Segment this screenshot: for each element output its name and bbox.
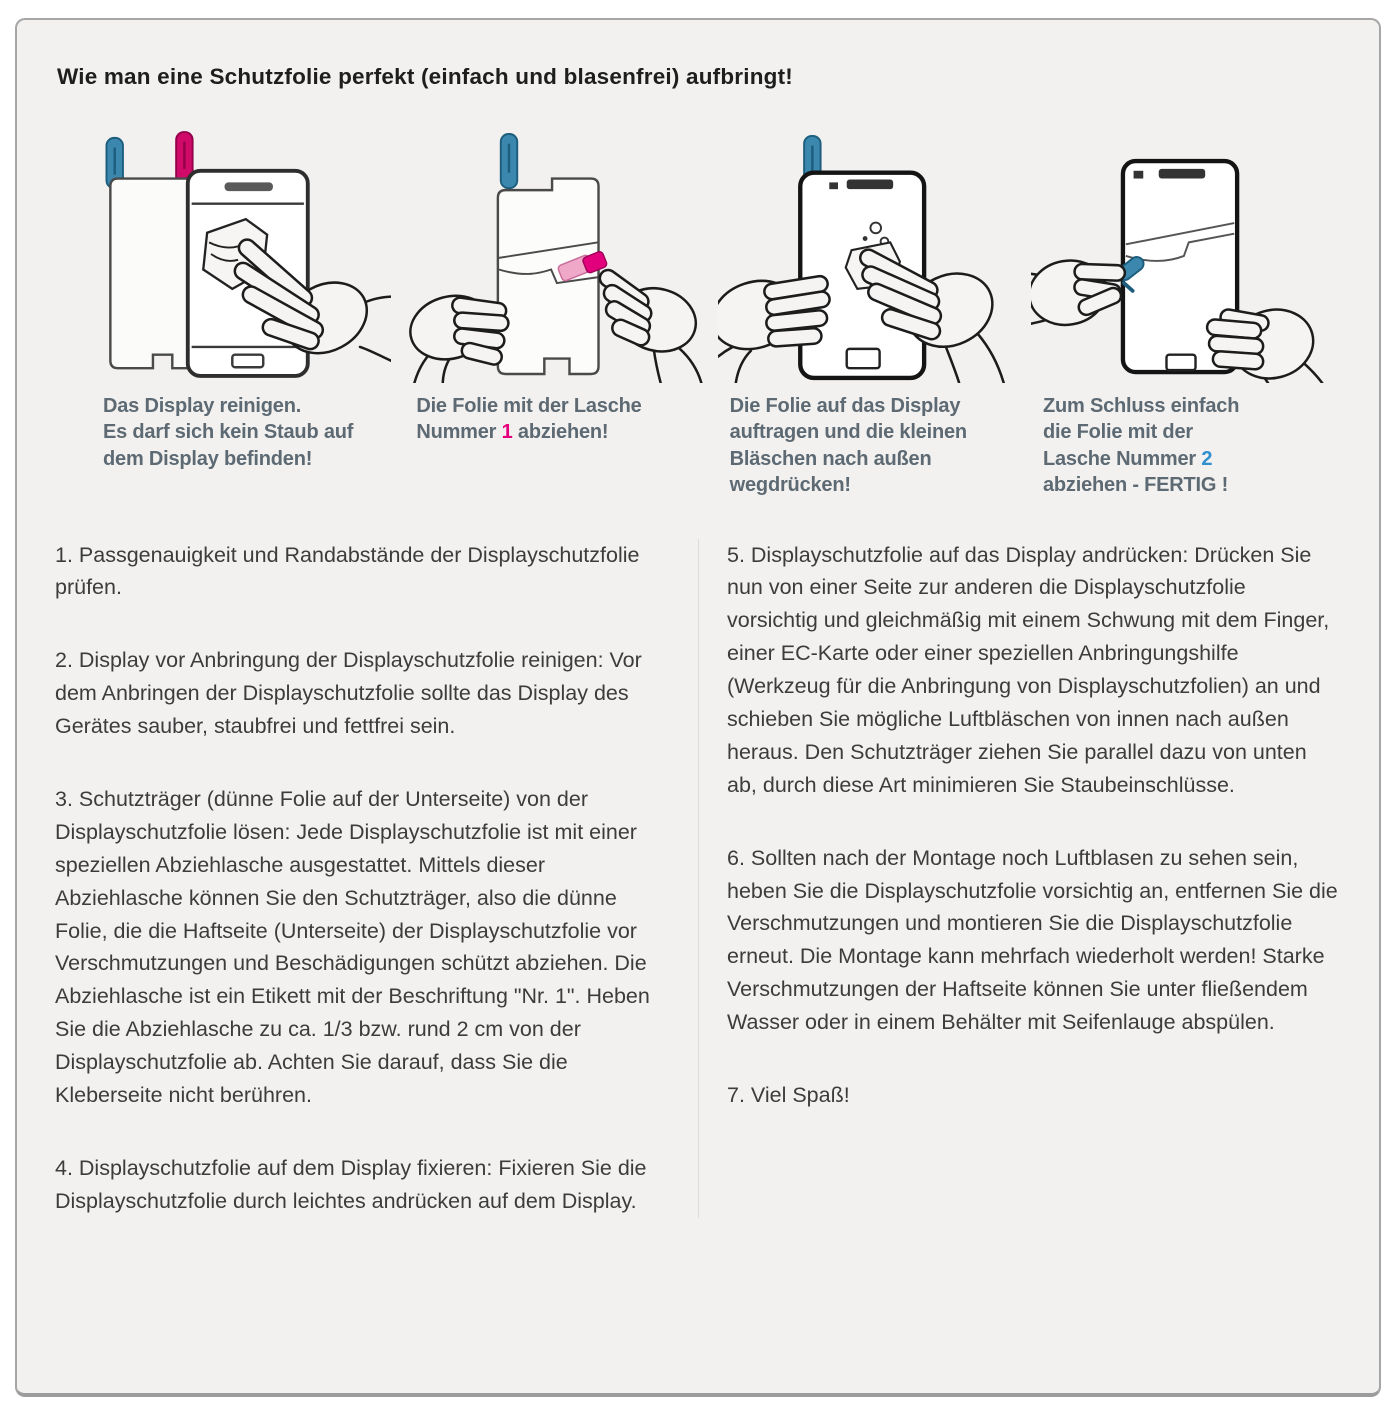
step-4-caption: Zum Schluss einfach die Folie mit der Lasche Nummer 2 abziehen - FERTIG ! xyxy=(1042,395,1240,497)
instruction-paragraph-6: 6. Sollten nach der Montage noch Luftblasen zu sehen sein, heben Sie die Displayschutzfolie vorsichtig an, entfernen Sie die Verschmutzungen und montieren Sie die Displayschutzfolie erneut. Die Montage kann mehrfach wiederholt werden! Starke Verschmutzungen der Haftseite können Sie unter fließendem Wasser oder in einem Behälter mit Seifenlauge abspülen. xyxy=(727,845,1338,1035)
step-2 xyxy=(404,126,704,499)
step-3 xyxy=(718,126,1018,499)
step-1 xyxy=(91,126,391,499)
page-title: Wie man eine Schutzfolie perfekt (einfach und blasenfrei) aufbringt! xyxy=(57,64,793,89)
instruction-paragraph-2: 2. Display vor Anbringung der Displayschutzfolie reinigen: Vor dem Anbringen der Displayschutzfolie sollte das Display des Gerätes sauber, staubfrei und fettfrei sein. xyxy=(55,648,642,739)
instruction-paragraph-4: 4. Displayschutzfolie auf dem Display fixieren: Fixieren Sie die Displayschutzfolie durch leichtes andrücken auf dem Display. xyxy=(55,1155,647,1213)
step-4 xyxy=(1031,126,1331,499)
step-2-caption: Die Folie mit der Lasche Nummer 1 abziehen! xyxy=(416,395,642,444)
instructions-column-right xyxy=(699,539,1341,1218)
instruction-paragraph-5: 5. Displayschutzfolie auf das Display andrücken: Drücken Sie nun von einer Seite zur anderen die Displayschutzfolie vorsichtig und gleichmäßig mit einem Schwung mit dem Finger, einer EC-Karte oder einer speziellen Anbringungshilfe (Werkzeug für die Anbringung von Displayschutzfolien) an und schieben Sie mögliche Luftbläschen von innen nach außen heraus. Den Schutzträger ziehen Sie parallel dazu von unten ab, durch diese Art minimieren Sie Staubeinschlüsse. xyxy=(727,542,1330,797)
instruction-paragraph-1: 1. Passgenauigkeit und Randabstände der Displayschutzfolie prüfen. xyxy=(55,542,640,600)
tab-number-1: 1 xyxy=(501,421,513,444)
illustration-row xyxy=(91,126,1331,499)
peel-tab-1-illustration xyxy=(404,126,704,383)
press-out-bubbles-illustration xyxy=(718,126,1018,383)
instruction-paragraph-7: 7. Viel Spaß! xyxy=(727,1083,850,1108)
step-1-caption: Das Display reinigen. Es darf sich kein Staub auf dem Display befinden! xyxy=(103,395,354,470)
clean-display-illustration xyxy=(91,126,391,383)
step-3-caption: Die Folie auf das Display auftragen und die kleinen Bläschen nach außen wegdrücken! xyxy=(729,395,967,497)
tab-number-2: 2 xyxy=(1201,447,1213,470)
instruction-panel xyxy=(15,18,1381,1397)
peel-tab-2-finished-illustration xyxy=(1031,126,1331,383)
instruction-paragraph-3: 3. Schutzträger (dünne Folie auf der Unterseite) von der Displayschutzfolie lösen: Jede Displayschutzfolie ist mit einer speziellen Abziehlasche ausgestattet. Mittels dieser Abziehlasche können Sie den Schutzträger, also die dünne Folie, die die Haftseite (Unterseite) der Displayschutzfolie vor Verschmutzungen und Beschädigungen schützt abziehen. Die Abziehlasche ist ein Etikett mit der Beschriftung "Nr. 1". Heben Sie die Abziehlasche zu ca. 1/3 bzw. rund 2 cm von der Displayschutzfolie ab. Achten Sie darauf, dass Sie die Kleberseite nicht berühren. xyxy=(55,787,650,1108)
instructions-column-left xyxy=(55,539,699,1218)
instructions-columns xyxy=(55,539,1341,1218)
